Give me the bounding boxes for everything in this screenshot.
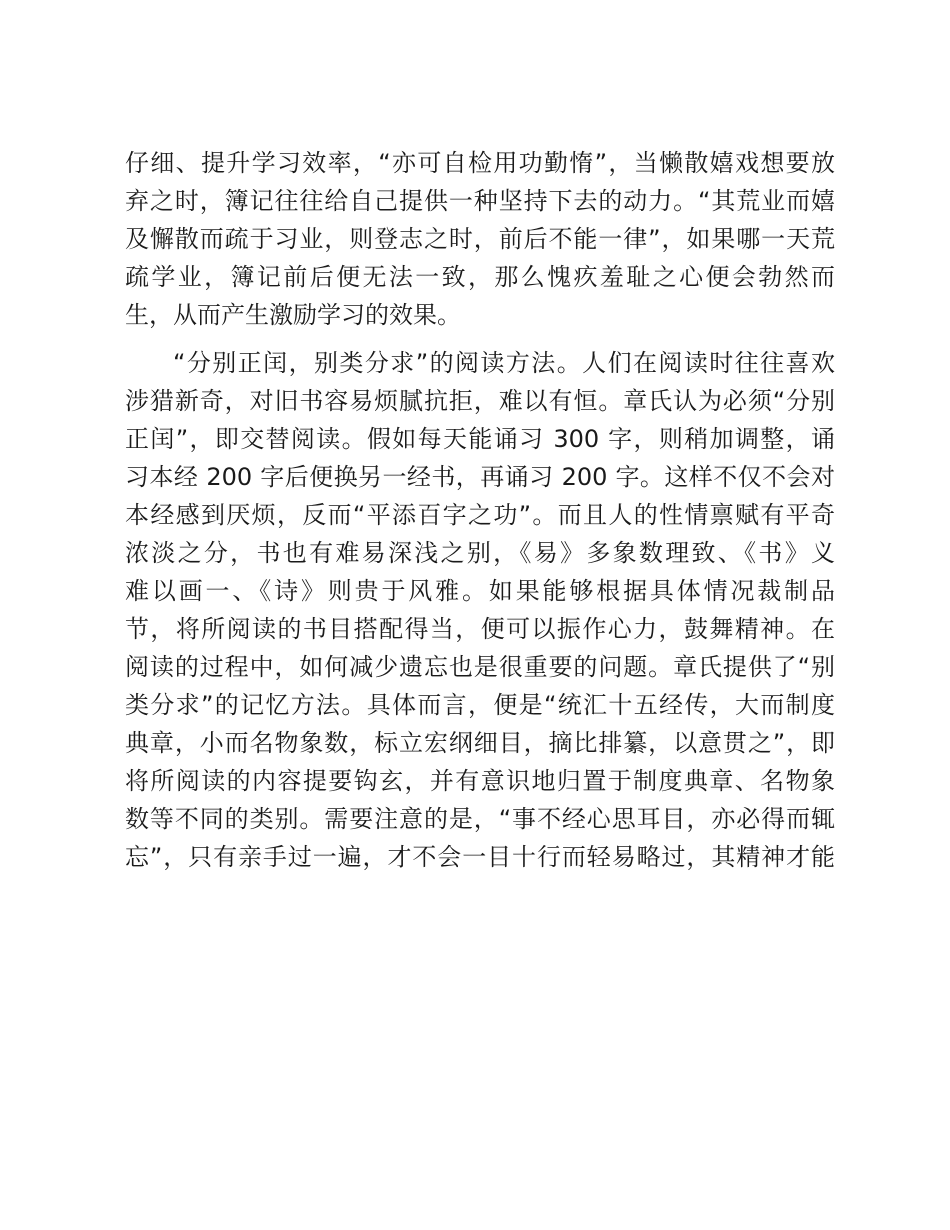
- text-line: 将所阅读的内容提要钩玄，并有意识地归置于制度典章、名物象: [125, 767, 835, 795]
- text-line: 生，从而产生激励学习的效果。: [125, 301, 461, 329]
- text-line: 典章，小而名物象数，标立宏纲细目，摘比排纂，以意贯之”，即: [125, 729, 835, 757]
- paragraph-2: [125, 344, 835, 876]
- text-line: “分别正闰，别类分求”的阅读方法。人们在阅读时往往喜欢: [173, 349, 835, 377]
- text-line: 仔细、提升学习效率，“亦可自检用功勤惰”，当懒散嬉戏想要放: [125, 149, 835, 177]
- paragraph-1: [125, 144, 835, 334]
- text-line: 类分求”的记忆方法。具体而言，便是“统汇十五经传，大而制度: [125, 691, 835, 719]
- paragraph-spacer: [125, 334, 835, 344]
- text-line: 涉猎新奇，对旧书容易烦腻抗拒，难以有恒。章氏认为必须“分别: [125, 387, 835, 415]
- text-line: 浓淡之分，书也有难易深浅之别，《易》多象数理致、《书》义: [125, 539, 835, 567]
- text-line: 数等不同的类别。需要注意的是，“事不经心思耳目，亦必得而辄: [125, 805, 835, 833]
- body-text: [125, 144, 835, 876]
- text-line: 忘”，只有亲手过一遍，才不会一目十行而轻易略过，其精神才能: [125, 843, 835, 871]
- text-line: 阅读的过程中，如何减少遗忘也是很重要的问题。章氏提供了“别: [125, 653, 835, 681]
- text-line: 弃之时，簿记往往给自己提供一种坚持下去的动力。“其荒业而嬉: [125, 187, 835, 215]
- text-line: 及懈散而疏于习业，则登志之时，前后不能一律”，如果哪一天荒: [125, 225, 835, 253]
- text-line: 节，将所阅读的书目搭配得当，便可以振作心力，鼓舞精神。在: [125, 615, 835, 643]
- text-line: 正闰”，即交替阅读。假如每天能诵习 300 字，则稍加调整，诵: [125, 425, 835, 453]
- text-line: 习本经 200 字后便换另一经书，再诵习 200 字。这样不仅不会对: [125, 463, 835, 491]
- text-line: 疏学业，簿记前后便无法一致，那么愧疚羞耻之心便会勃然而: [125, 263, 835, 291]
- text-line: 本经感到厌烦，反而“平添百字之功”。而且人的性情禀赋有平奇: [125, 501, 835, 529]
- text-line: 难以画一、《诗》则贵于风雅。如果能够根据具体情况裁制品: [125, 577, 835, 605]
